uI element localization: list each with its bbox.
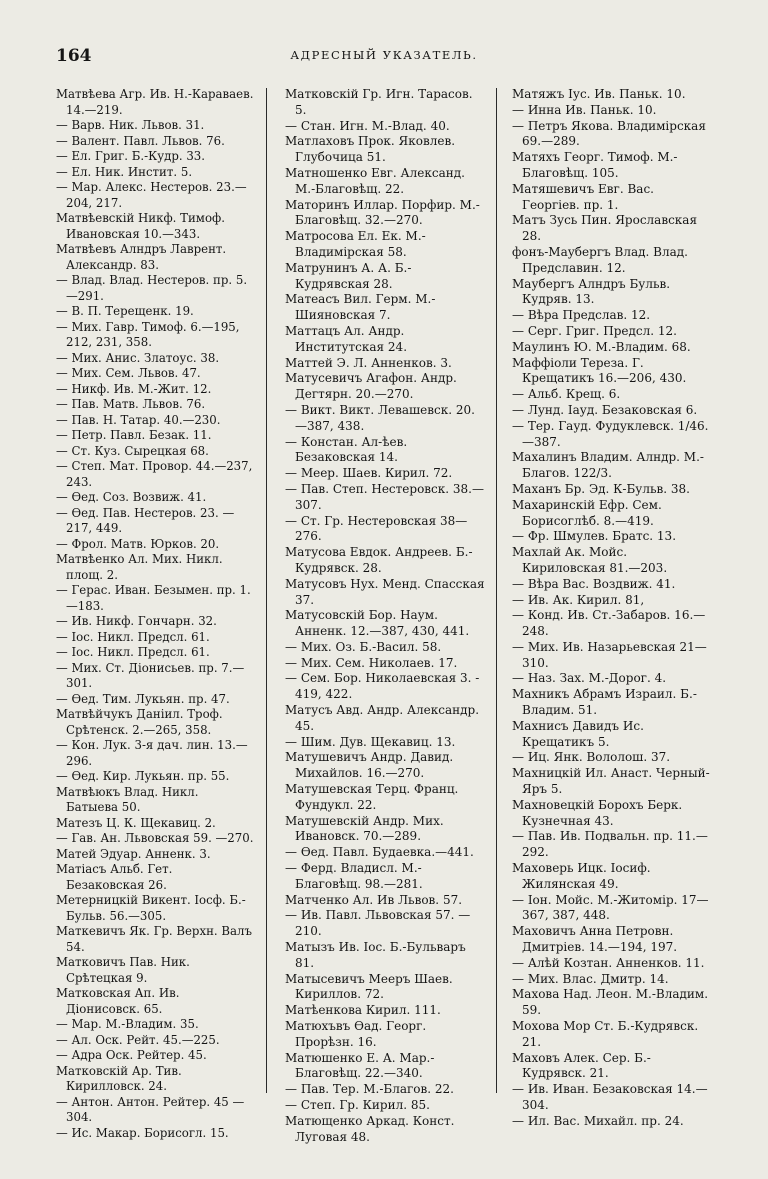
directory-entry: — Ѳед. Кир. Лукьян. пр. 55.	[56, 769, 230, 783]
directory-entry: Матусова Евдок. Андреев. Б.-Кудрявск. 28.	[285, 545, 473, 575]
directory-entry: Матей Эдуар. Анненк. 3.	[56, 846, 211, 861]
directory-entry: — Серг. Григ. Предсл. 12.	[512, 323, 677, 338]
directory-entry: Матношенко Евг. Александ. М.-Благовѣщ. 22.	[285, 165, 465, 196]
directory-entry: — Мар. М.-Владим. 35.	[56, 1017, 199, 1031]
directory-entry: Маткевичъ Як. Гр. Верхн. Валъ 54.	[56, 924, 252, 954]
directory-entry: — Констан. Ал-ѣев. Безаковская 14.	[285, 434, 408, 465]
directory-entry: — Лунд. Іауд. Безаковская 6.	[512, 402, 698, 417]
directory-entry: — Инна Ив. Паньк. 10.	[512, 102, 657, 117]
directory-entry: Матусовскій Бор. Наум. Анненк. 12.—387, 430, 441.	[285, 608, 470, 639]
directory-entry: — Пав. Ив. Подвальн. пр. 11.—292.	[512, 829, 708, 860]
directory-entry: — Пав. Тер. М.-Благов. 22.	[285, 1082, 454, 1097]
directory-entry: — Фрол. Матв. Юрков. 20.	[56, 536, 220, 551]
directory-entry: — Мих. Влас. Дмитр. 14.	[512, 971, 669, 986]
directory-entry: Матяжъ Іус. Ив. Паньк. 10.	[512, 87, 686, 101]
directory-entry: — Антон. Антон. Рейтер. 45 —304.	[56, 1094, 245, 1124]
directory-entry: Матвѣйчукъ Даніил. Троф. Срѣтенск. 2.—265, 358.	[56, 707, 223, 737]
column-divider	[496, 88, 497, 1093]
directory-entry: Махнисъ Давидъ Ис. Крещатикъ 5.	[512, 718, 644, 749]
directory-entry: Матвѣевскій Никф. Тимоф. Ивановская 10.—343.	[56, 211, 225, 241]
directory-entry: — Тер. Гауд. Фудуклевск. 1/46.—387.	[512, 418, 709, 449]
directory-entry: — Кон. Лук. 3-я дач. лин. 13.—296.	[56, 738, 248, 768]
directory-entry: Матченко Ал. Ив Львов. 57.	[285, 892, 463, 907]
directory-entry: — Ел. Григ. Б.-Кудр. 33.	[56, 149, 206, 163]
directory-entry: Матусовъ Нух. Менд. Спасская 37.	[285, 576, 485, 607]
directory-entry: Матушевскій Андр. Мих. Ивановск. 70.—289.	[285, 813, 444, 844]
directory-entry: Маторинъ Иллар. Порфир. М.-Благовѣщ. 32.—270.	[285, 197, 480, 228]
directory-entry: — Мих. Ст. Діонисьев. пр. 7.—301.	[56, 660, 245, 690]
directory-entry: — В. П. Терещенк. 19.	[56, 304, 194, 318]
directory-column-1	[56, 87, 254, 1141]
page-number: 164	[56, 46, 92, 66]
directory-entry: — Ив. Иван. Безаковская 14.—304.	[512, 1082, 708, 1112]
directory-entry: Маффіоли Тереза. Г. Крещатикъ 16.—206, 430.	[512, 355, 687, 386]
directory-entry: — Алѣй Козтан. Анненков. 11.	[512, 955, 705, 970]
directory-entry: — Сем. Бор. Николаевская 3. - 419, 422.	[285, 671, 480, 702]
directory-entry: Матющенко Аркад. Конст. Луговая 48.	[285, 1113, 455, 1144]
directory-entry: Матусевичъ Агафон. Андр. Дегтярн. 20.—270.	[285, 371, 457, 402]
directory-entry: — Ил. Вас. Михайл. пр. 24.	[512, 1113, 684, 1128]
directory-entry: Махалинъ Владим. Алндр. М.-Благов. 122/3.	[512, 450, 704, 481]
directory-entry: — Іон. Мойс. М.-Житомір. 17—367, 387, 448.	[512, 892, 709, 923]
directory-entry: Матъ Зусь Пин. Ярославская 28.	[512, 213, 698, 244]
directory-entry: Махновецкій Борохъ Берк. Кузнечная 43.	[512, 797, 683, 828]
directory-entry: — Петр. Павл. Безак. 11.	[56, 428, 212, 442]
directory-entry: — Степ. Гр. Кирил. 85.	[285, 1098, 430, 1112]
directory-entry: Матезъ Ц. К. Щекавиц. 2.	[56, 815, 216, 830]
directory-entry: — Ив. Ак. Кирил. 81,	[512, 592, 645, 607]
directory-entry: Матяшевичъ Евг. Вас. Георгіев. пр. 1.	[512, 181, 654, 212]
directory-entry: — Влад. Влад. Нестеров. пр. 5.—291.	[56, 273, 248, 303]
directory-entry: — Ѳед. Соз. Возвиж. 41.	[56, 490, 207, 504]
directory-entry: — Мар. Алекс. Нестеров. 23.—204, 217.	[56, 180, 247, 210]
directory-entry: Матлаховъ Прок. Яковлев. Глубочица 51.	[285, 134, 456, 165]
directory-entry: Матвѣюкъ Влад. Никл. Батыева 50.	[56, 784, 199, 814]
directory-entry: — Мих. Сем. Львов. 47.	[56, 366, 201, 380]
directory-entry: — Мих. Оз. Б.-Васил. 58.	[285, 639, 442, 654]
directory-entry: Махаринскій Ефр. Сем. Борисоглѣб. 8.—419.	[512, 497, 662, 528]
directory-entry: — Вѣра Вас. Воздвиж. 41.	[512, 576, 676, 591]
directory-entry: фонъ-Маубергъ Влад. Влад. Предславин. 12.	[512, 244, 688, 275]
directory-entry: — Фр. Шмулев. Братс. 13.	[512, 529, 677, 544]
running-head: АДРЕСНЫЙ УКАЗАТЕЛЬ.	[290, 48, 478, 62]
directory-entry: — Иц. Янк. Вололош. 37.	[512, 750, 671, 765]
directory-entry: — Петръ Якова. Владимірская 69.—289.	[512, 118, 706, 149]
directory-entry: — Ѳед. Тим. Лукьян. пр. 47.	[56, 691, 230, 706]
directory-entry: Махлай Ак. Мойс. Кириловская 81.—203.	[512, 545, 668, 575]
directory-entry: Мохова Мор Ст. Б.-Кудрявск. 21.	[512, 1019, 699, 1049]
directory-entry: — Адра Оск. Рейтер. 45.	[56, 1048, 207, 1062]
directory-entry: Матіасъ Альб. Гет. Безаковская 26.	[56, 862, 173, 892]
directory-entry: Матеасъ Вил. Герм. М.-Шияновская 7.	[285, 292, 436, 323]
directory-entry: Маханъ Бр. Эд. К-Бульв. 38.	[512, 481, 690, 496]
directory-entry: — Викт. Викт. Левашевск. 20.—387, 438.	[285, 402, 475, 433]
directory-entry: Матушевичъ Андр. Давид. Михайлов. 16.—270.	[285, 750, 454, 781]
directory-entry: — Ив. Никф. Гончарн. 32.	[56, 614, 217, 628]
directory-entry: — Мих. Анис. Златоус. 38.	[56, 350, 220, 365]
directory-entry: — Ст. Куз. Сырецкая 68.	[56, 443, 209, 458]
directory-entry: Матковскій Ар. Тив. Кирилловск. 24.	[56, 1063, 182, 1093]
directory-entry: Матызъ Ив. Іос. Б.-Бульваръ 81.	[285, 940, 466, 970]
directory-entry: — Ѳед. Пав. Нестеров. 23. —217, 449.	[56, 505, 235, 535]
directory-entry: Махникъ Абрамъ Израил. Б.-Владим. 51.	[512, 687, 697, 718]
directory-entry: — Ив. Павл. Львовская 57. —210.	[285, 908, 471, 939]
directory-entry: — Вѣра Предслав. 12.	[512, 308, 651, 323]
directory-entry: Матковскій Гр. Игн. Тарасов. 5.	[285, 87, 473, 117]
directory-column-2	[285, 87, 485, 1145]
directory-entry: — Пав. Матв. Львов. 76.	[56, 397, 206, 411]
directory-entry: Маховичъ Анна Петровн. Дмитріев. 14.—194, 197.	[512, 924, 678, 955]
directory-entry: — Мих. Гавр. Тимоф. 6.—195, 212, 231, 358.	[56, 319, 240, 349]
directory-entry: Матвѣевъ Алндръ Лаврент. Александр. 83.	[56, 242, 227, 272]
column-divider	[266, 88, 267, 1093]
directory-entry: — Степ. Мат. Провор. 44.—237, 243.	[56, 459, 253, 489]
directory-entry: — Іос. Никл. Предсл. 61.	[56, 629, 210, 644]
directory-entry: Матусъ Авд. Андр. Александр. 45.	[285, 703, 480, 733]
directory-entry: Матвѣева Агр. Ив. Н.-Караваев. 14.—219.	[56, 87, 254, 117]
directory-entry: Матросова Ел. Ек. М.-Владимірская 58.	[285, 229, 426, 259]
directory-entry: — Ѳед. Павл. Будаевка.—441.	[285, 845, 474, 860]
directory-entry: Маттацъ Ал. Андр. Институтская 24.	[285, 323, 408, 354]
directory-entry: Матюхъвъ Ѳад. Георг. Прорѣзн. 16.	[285, 1019, 427, 1049]
directory-entry: — Конд. Ив. Ст.-Забаров. 16.—248.	[512, 608, 706, 639]
directory-entry: — Гав. Ан. Львовская 59. —270.	[56, 831, 254, 845]
directory-entry: Матвѣенко Ал. Мих. Никл. площ. 2.	[56, 552, 223, 582]
directory-entry: — Стан. Игн. М.-Влад. 40.	[285, 118, 450, 133]
directory-entry: — Никф. Ив. М.-Жит. 12.	[56, 381, 212, 396]
directory-entry: — Пав. Н. Татар. 40.—230.	[56, 412, 221, 427]
directory-entry: Махницкій Ил. Анаст. Черный-Яръ 5.	[512, 766, 710, 797]
directory-entry: Маттей Э. Л. Анненков. 3.	[285, 355, 452, 370]
directory-entry: — Варв. Ник. Львов. 31.	[56, 118, 205, 132]
directory-entry: Маховерь Ицк. Іосиф. Жилянская 49.	[512, 861, 651, 891]
directory-entry: Матковская Ап. Ив. Діонисовск. 65.	[56, 986, 180, 1016]
directory-entry: — Меер. Шаев. Кирил. 72.	[285, 466, 453, 481]
directory-entry: Матюшенко Е. А. Мар.-Благовѣщ. 22.—340.	[285, 1050, 435, 1081]
directory-column-3	[512, 87, 712, 1130]
directory-entry: — Герас. Иван. Безымен. пр. 1.—183.	[56, 583, 251, 613]
directory-entry: — Іос. Никл. Предсл. 61.	[56, 645, 210, 659]
directory-entry: — Пав. Степ. Нестеровск. 38.—307.	[285, 481, 484, 512]
directory-entry: Матысевичъ Мееръ Шаев. Кириллов. 72.	[285, 971, 453, 1002]
directory-entry: — Ст. Гр. Нестеровская 38—276.	[285, 513, 468, 544]
directory-entry: — Ел. Ник. Инстит. 5.	[56, 164, 193, 179]
directory-entry: Матяхъ Георг. Тимоф. М.-Благовѣщ. 105.	[512, 150, 678, 180]
directory-entry: — Ис. Макар. Борисогл. 15.	[56, 1125, 229, 1140]
directory-entry: Метерницкій Викент. Іосф. Б.-Бульв. 56.—305.	[56, 893, 246, 923]
directory-entry: Матушевская Терц. Франц. Фундукл. 22.	[285, 782, 459, 812]
directory-entry: — Ферд. Владисл. М.-Благовѣщ. 98.—281.	[285, 861, 423, 891]
directory-entry: Маулинъ Ю. М.-Владим. 68.	[512, 339, 691, 354]
directory-entry: — Мих. Сем. Николаев. 17.	[285, 655, 458, 670]
directory-entry: — Шим. Дув. Щекавиц. 13.	[285, 734, 456, 749]
directory-entry: — Наз. Зах. М.-Дорог. 4.	[512, 671, 667, 686]
directory-entry: — Альб. Крещ. 6.	[512, 387, 621, 402]
directory-entry: — Ал. Оск. Рейт. 45.—225.	[56, 1032, 220, 1047]
directory-entry: Матѣенкова Кирил. 111.	[285, 1003, 441, 1018]
directory-entry: — Мих. Ив. Назарьевская 21—310.	[512, 639, 707, 670]
directory-entry: Маховъ Алек. Сер. Б.-Кудрявск. 21.	[512, 1050, 651, 1081]
directory-entry: — Валент. Павл. Львов. 76.	[56, 133, 225, 148]
directory-entry: Матрунинъ А. А. Б.-Кудрявская 28.	[285, 260, 412, 291]
directory-entry: Маубергъ Алндръ Бульв. Кудряв. 13.	[512, 276, 671, 307]
directory-entry: Махова Над. Леон. М.-Владим. 59.	[512, 987, 709, 1018]
directory-entry: Матковичъ Пав. Ник. Срѣтецкая 9.	[56, 955, 190, 985]
